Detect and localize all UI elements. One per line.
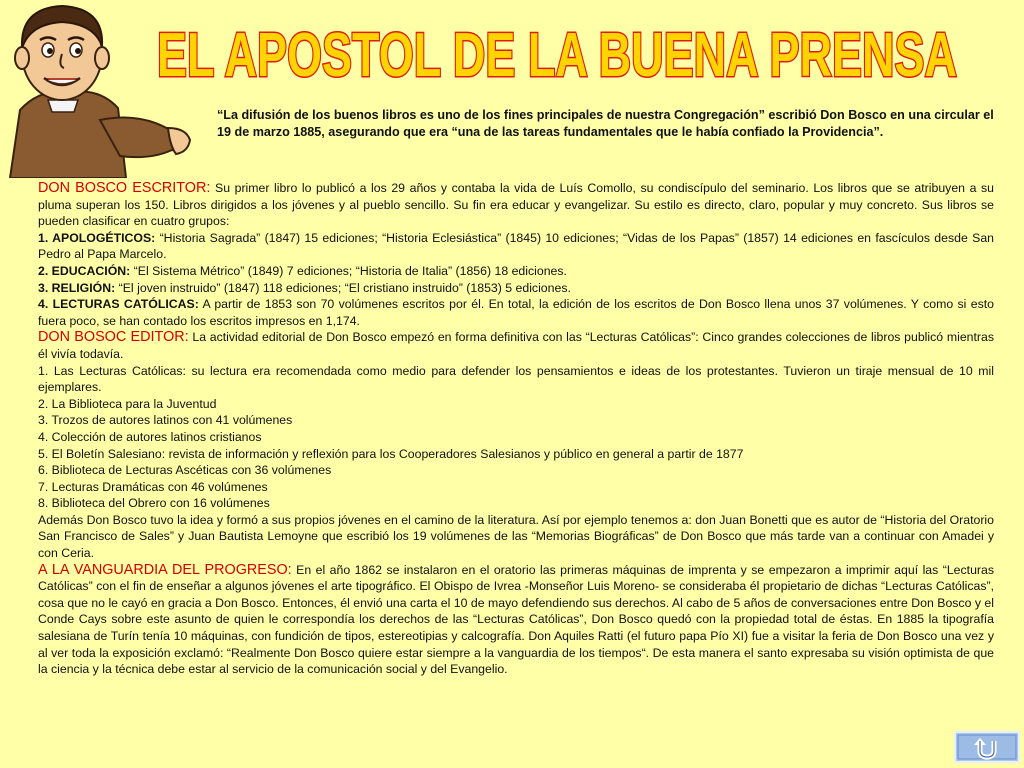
editor-intro <box>38 329 994 362</box>
return-arrow-icon <box>954 731 1020 763</box>
list-item: 4. LECTURAS CATÓLICAS: A partir de 1853 son 70 volúmenes escritos por él. En total, la edición de los escritos de Don Bosco llena unos 37 volúmenes. Y como si esto fuera poco, se han contado los escritos impresos en 1,174. <box>38 297 994 328</box>
main-text <box>38 180 994 678</box>
list-item: 2. EDUCACIÓN: “El Sistema Métrico” (1849) 7 ediciones; “Historia de Italia” (1856) 18 ediciones. <box>38 263 567 278</box>
escritor-intro <box>38 180 994 230</box>
return-button[interactable] <box>954 731 1020 763</box>
list-item: 4. Colección de autores latinos cristianos <box>38 429 262 444</box>
vanguardia-heading: A LA VANGUARDIA DEL PROGRESO: <box>38 561 292 578</box>
list-item: 1. Las Lecturas Católicas: su lectura era recomendada como medio para defender los pensamientos e ideas de los protestantes. Tuvieron un tiraje mensual de 10 mil ejemplares. <box>38 363 994 395</box>
list-item: 1. APOLOGÉTICOS: “Historia Sagrada” (1847) 15 ediciones; “Historia Eclesiástica” (1845) 10 ediciones; “Vidas de los Papas” (1857) 14 ediciones en fascículos desde San Pedro al Papa Marcelo. <box>38 230 994 262</box>
list-item: 6. Biblioteca de Lecturas Ascéticas con 36 volúmenes <box>38 463 332 478</box>
list-item: 3. Trozos de autores latinos con 41 volúmenes <box>38 413 293 428</box>
editor-heading: DON BOSOC EDITOR: <box>38 329 189 346</box>
editor-intro-text: La actividad editorial de Don Bosco empezó en forma definitiva con las “Lecturas Católicas”: Cinco grandes colecciones de libros publicó mientras él vivía todavía. <box>38 330 994 361</box>
intro-quote: “La difusión de los buenos libros es uno de los fines principales de nuestra Congregación” escribió Don Bosco en una circular el 19 de marzo 1885, asegurando que era “una de las tareas fundamentales que le había confiado la Providencia”. <box>217 108 994 139</box>
page-title <box>150 6 965 84</box>
vanguardia-paragraph <box>38 562 994 678</box>
vanguardia-text: En el año 1862 se instalaron en el oratorio las primeras máquinas de imprenta y se empezaron a imprimir aquí las “Lecturas Católicas” con el fin de enseñar a algunos jóvenes el arte tipográfico. El Obispo de Ivrea -Monseñor Luis Moreno- se consideraba él propietario de dichas “Lecturas Católicas”, cosa que no le cayó en gracia a Don Bosco. Entonces, él envió una carta el 10 de mayo defendiendo sus derechos. Al cabo de 5 años de conversaciones entre Don Bosco y el Conde Cays sobre este asunto de quien le correspondía los derechos de las “Lecturas Católicas”, Don Bosco quedó con la propiedad total de éstas. En 1885 la tipografía salesiana de Turín tenía 10 máquinas, con fundición de tipos, estereotipias y calcografía. Don Aquiles Ratti (el futuro papa Pío XI) fue a visitar la feria de Don Bosco una vez y al ver toda la exposición exclamó: “Realmente Don Bosco quiere estar siempre a la vanguardia de los tiempos“. De esta manera el santo expresaba su visión optimista de que la ciencia y la técnica debe estar al servicio de la comunicación social y del Evangelio. <box>38 562 995 677</box>
list-item: 7. Lecturas Dramáticas con 46 volúmenes <box>38 479 268 494</box>
list-item: 2. La Biblioteca para la Juventud <box>38 396 217 411</box>
title-text: EL APOSTOL DE LA BUENA PRENSA <box>157 21 957 84</box>
list-item: 8. Biblioteca del Obrero con 16 volúmenes <box>38 496 270 511</box>
escritor-heading: DON BOSCO ESCRITOR: <box>38 180 211 196</box>
editor-closing: Además Don Bosco tuvo la idea y formó a sus propios jóvenes en el camino de la literatura. Así por ejemplo tenemos a: don Juan Bonetti que es autor de “Historia del Oratorio San Francisco de Sales” y Juan Bautista Lemoyne que escribió los 19 volúmenes de las “Memorias Biográficas” de Don Bosco que más tarde van a continuar con Amadei y con Ceria. <box>38 512 994 561</box>
escritor-intro-text: Su primer libro lo publicó a los 29 años y contaba la vida de Luís Comollo, su condiscípulo del seminario. Los libros que se atribuyen a su pluma superan los 150. Libros dirigidos a los jóvenes y al pueblo sencillo. Su fin era educar y evangelizar. Su estilo es directo, claro, popular y muy concreto. Sus libros se pueden clasificar en cuatro grupos: <box>38 181 994 229</box>
list-item: 5. El Boletín Salesiano: revista de información y reflexión para los Cooperadores Salesianos y público en general a partir de 1877 <box>38 446 744 461</box>
list-item: 3. RELIGIÓN: “El joven instruido” (1847) 118 ediciones; “El cristiano instruido” (1853) 5 ediciones. <box>38 280 571 295</box>
